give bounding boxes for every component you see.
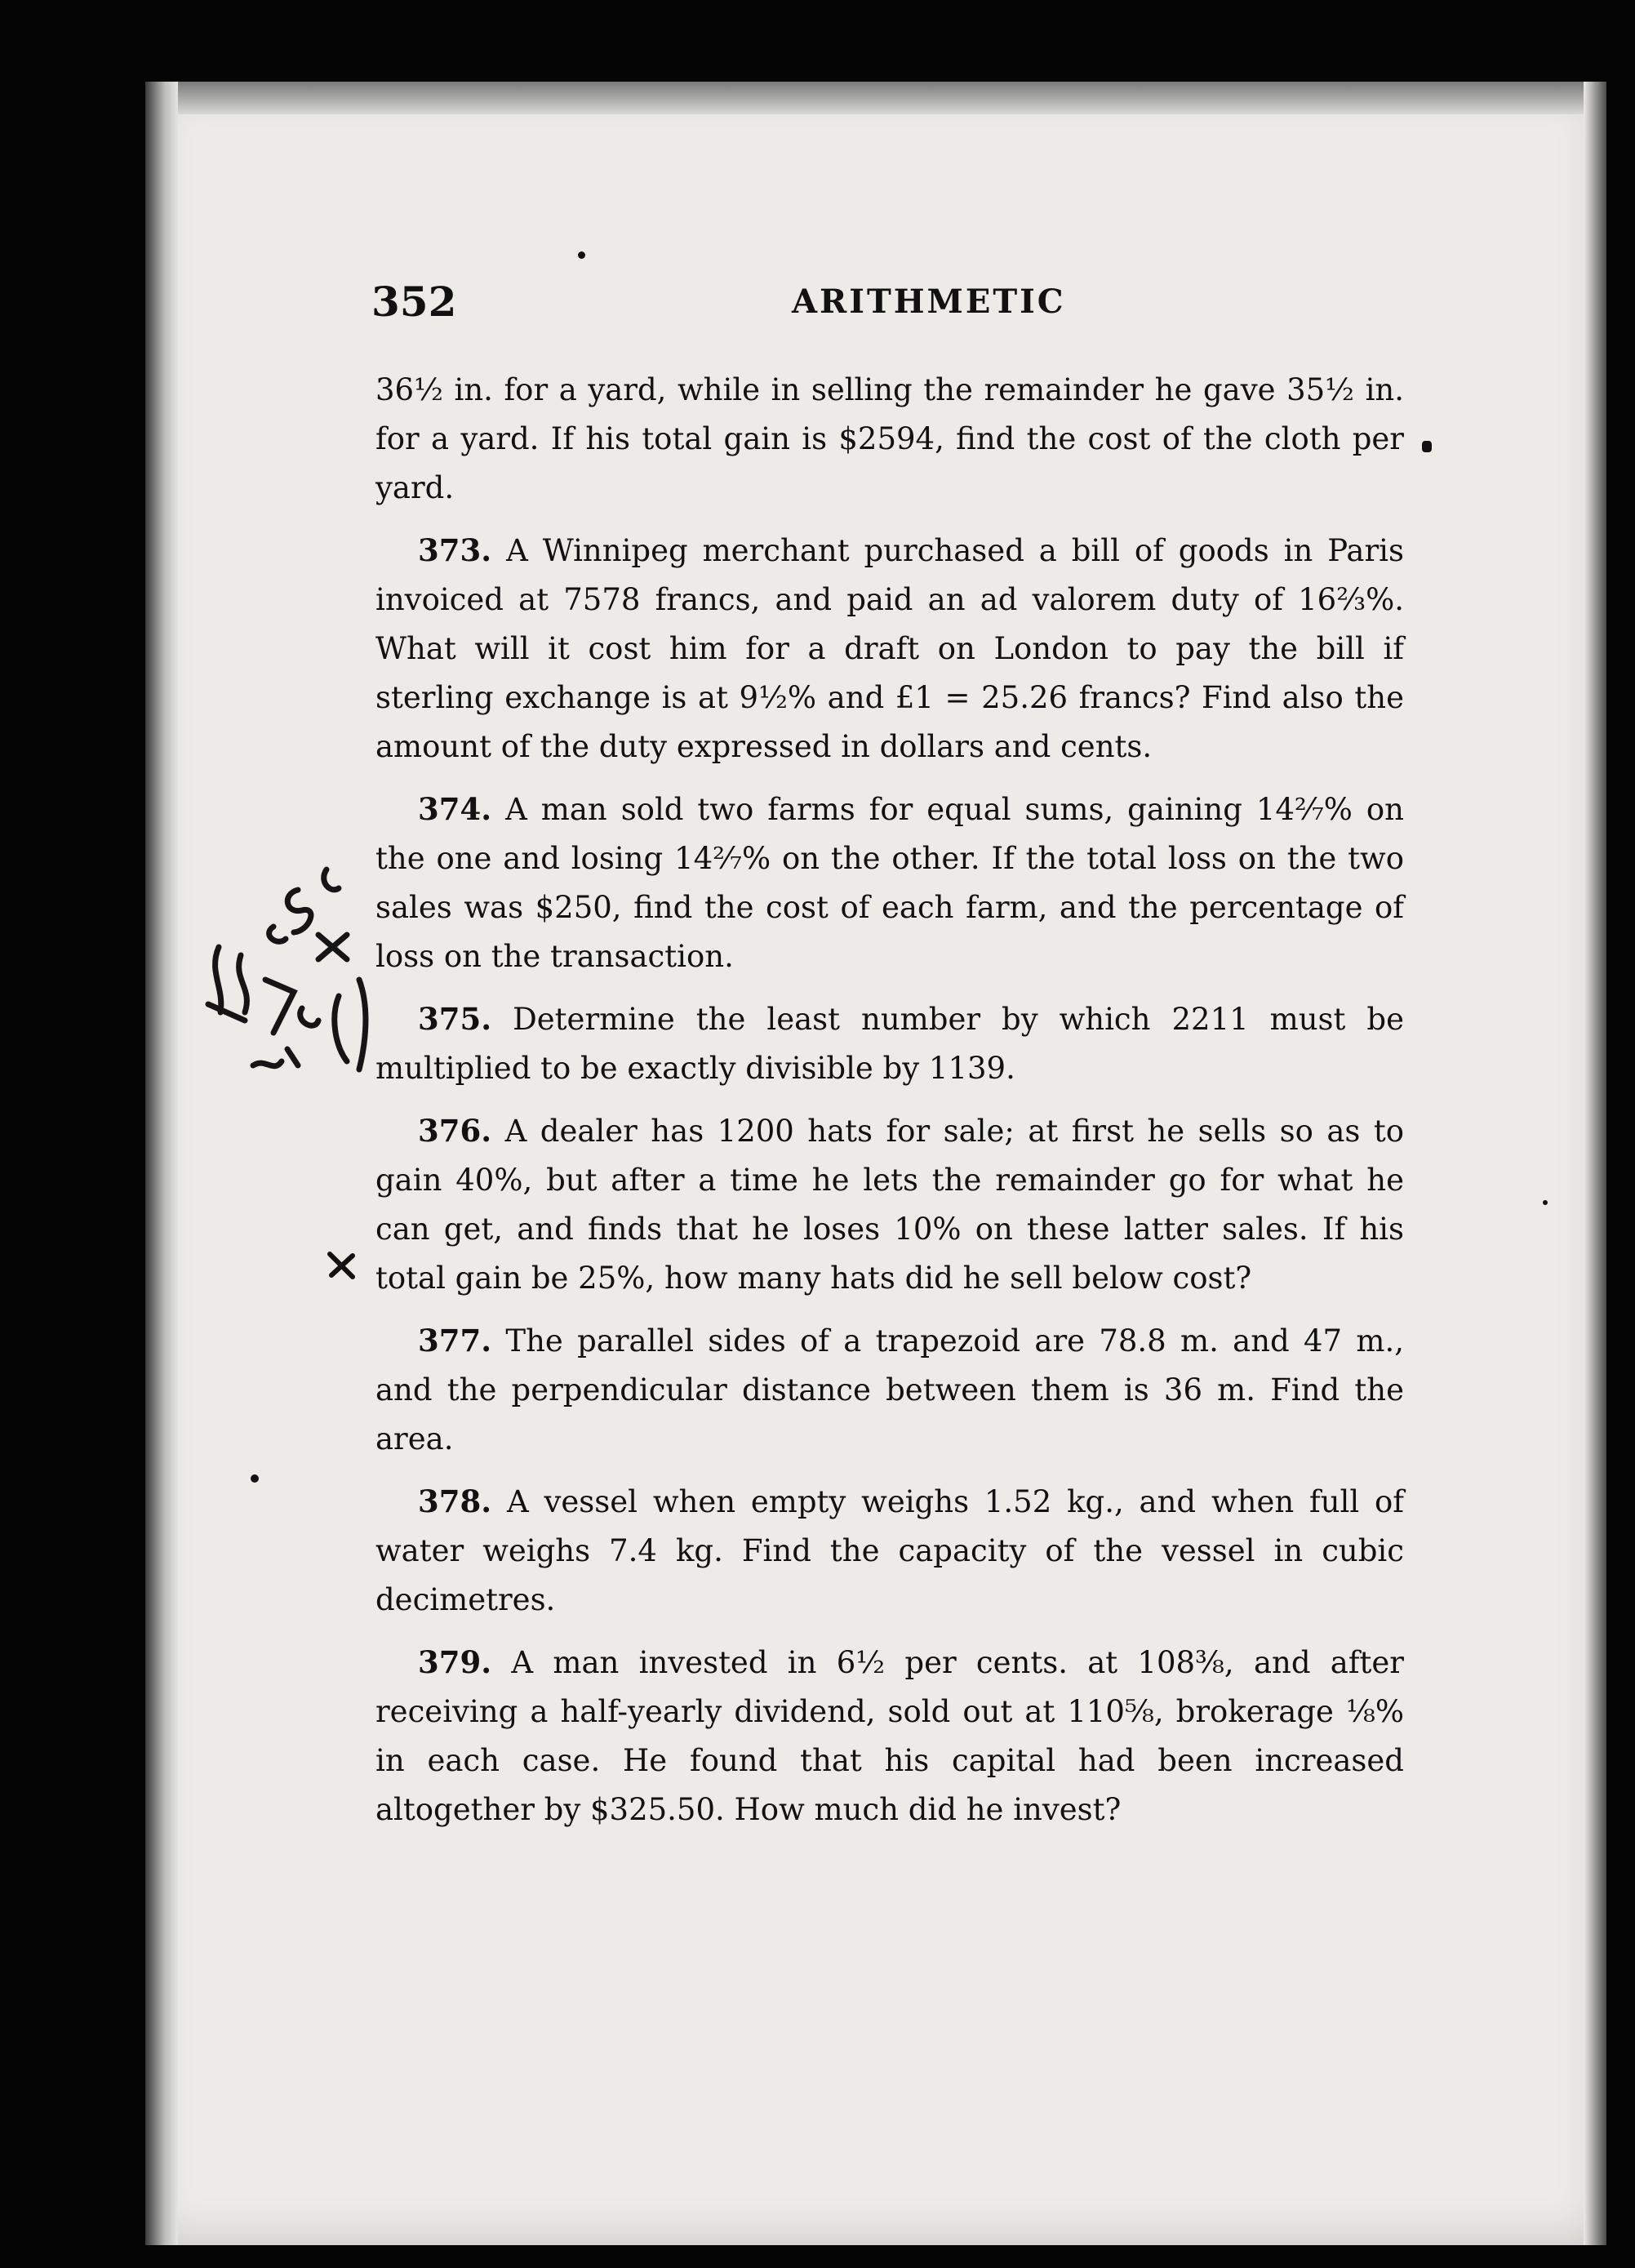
problem-text: Determine the least number by which 2211 must be multiplied to be exactly divisible by 1139. <box>375 1002 1404 1086</box>
handwritten-note <box>196 857 384 1102</box>
page-header <box>371 278 1433 343</box>
problem-text: A man invested in 6½ per cents. at 108⅜, and after receiving a half-yearly dividend, sold out at 110⅝, brokerage ⅛% in each case. He found that his capital had been increased altogether by $325.50. How much did he invest? <box>375 1645 1404 1827</box>
problem-376 <box>375 1106 1404 1303</box>
page-top-edge <box>145 82 1606 114</box>
page-number: 352 <box>371 278 457 326</box>
problem-373 <box>375 526 1404 772</box>
problem-text: A man sold two farms for equal sums, gaining 14²⁄₇% on the one and losing 14²⁄₇% on the other. If the total loss on the two sales was $250, find the cost of each farm, and the percentage of loss on the transaction. <box>375 792 1404 974</box>
problem-number: 377. <box>418 1323 492 1359</box>
page-right-edge <box>1584 82 1606 2245</box>
page-binding-edge <box>145 82 178 2245</box>
ink-speck <box>251 1474 259 1483</box>
problem-number: 375. <box>418 1001 492 1037</box>
ink-speck <box>578 251 585 259</box>
continued-problem-text: 36½ in. for a yard, while in selling the remainder he gave 35½ in. for a yard. If his total gain is $2594, find the cost of the cloth per yard. <box>375 372 1404 505</box>
running-title: ARITHMETIC <box>792 282 1066 321</box>
problem-377 <box>375 1316 1404 1464</box>
problem-text: A Winnipeg merchant purchased a bill of goods in Paris invoiced at 7578 francs, and paid an ad valorem duty of 16⅔%. What will it cost him for a draft on London to pay the bill if sterling exchange is at 9½% and £1 = 25.26 francs? Find also the amount of the duty expressed in dollars and cents. <box>375 533 1405 764</box>
problem-375 <box>375 994 1404 1093</box>
ink-speck <box>1422 441 1432 452</box>
problem-378 <box>375 1477 1404 1625</box>
problem-number: 379. <box>418 1644 492 1680</box>
problem-374 <box>375 785 1404 981</box>
problem-number: 373. <box>418 532 492 568</box>
ink-speck <box>1543 1200 1548 1205</box>
problem-text: A vessel when empty weighs 1.52 kg., and when full of water weighs 7.4 kg. Find the capacity of the vessel in cubic decimetres. <box>375 1484 1404 1617</box>
problem-text: The parallel sides of a trapezoid are 78.8 m. and 47 m., and the perpendicular distance between them is 36 m. Find the area. <box>375 1323 1404 1456</box>
x-mark-icon <box>325 1249 358 1282</box>
problem-number: 374. <box>418 791 492 827</box>
problem-text: A dealer has 1200 hats for sale; at first he sells so as to gain 40%, but after a time he lets the remainder go for what he can get, and finds that he loses 10% on these latter sales. If his total gain be 25%, how many hats did he sell below cost? <box>375 1114 1404 1296</box>
page-body <box>375 366 1404 1848</box>
problem-number: 376. <box>418 1113 492 1149</box>
problem-number: 378. <box>418 1483 492 1519</box>
handwriting-scribble-icon <box>196 857 384 1102</box>
problem-379 <box>375 1638 1404 1834</box>
margin-mark <box>325 1249 358 1282</box>
